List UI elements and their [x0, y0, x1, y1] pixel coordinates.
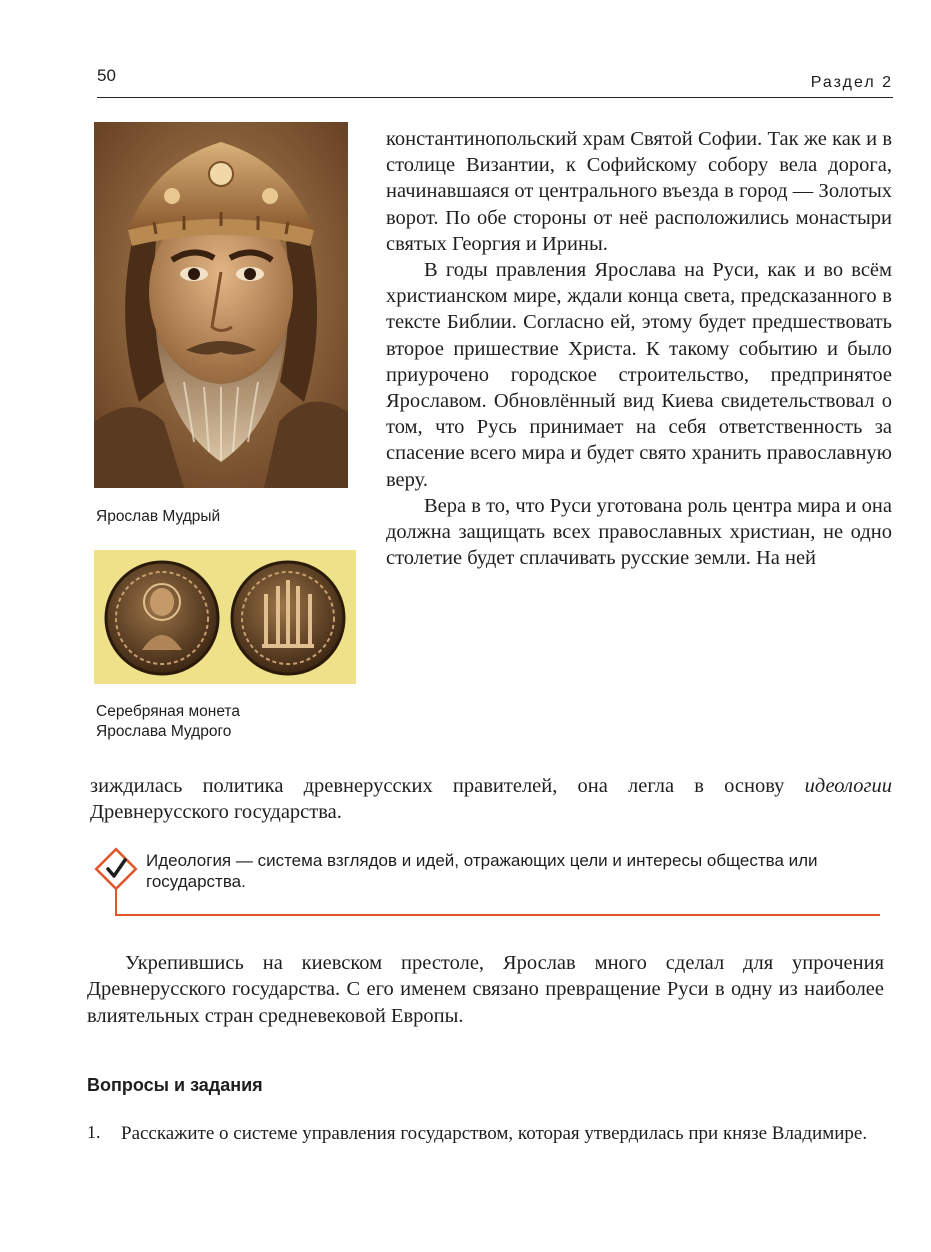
- header-rule: [97, 97, 893, 98]
- coins-image: [94, 550, 356, 684]
- section-label: Раздел 2: [810, 74, 893, 91]
- portrait-image: [94, 122, 348, 488]
- question-text: Расскажите о системе управления государством, которая утвердилась при князе Владимире.: [121, 1123, 868, 1144]
- ideology-text-before: зиждилась политика древнерусских правителей, она легла в основу: [90, 775, 785, 797]
- coins-caption-line2: Ярослава Мудрого: [96, 723, 232, 740]
- definition-rule-horizontal: [115, 914, 880, 916]
- coins-caption: [96, 702, 240, 742]
- ideology-term: идеологии: [804, 775, 892, 797]
- closing-text: [87, 950, 884, 1029]
- definition-rule-vertical: [115, 888, 117, 916]
- paragraph-faith: Вера в то, что Руси уготована роль центра мира и она должна защищать всех православных христиан, не одно столетие будет сплачивать русские земли. На ней: [386, 494, 892, 570]
- paragraph-ideology: [90, 773, 892, 825]
- checkmark-diamond-icon: [94, 847, 138, 891]
- main-text-continuation: [90, 773, 892, 825]
- definition-text: Идеология — система взглядов и идей, отражающих цели и интересы общества или государства.: [146, 851, 818, 891]
- page-number: 50: [97, 66, 116, 85]
- question-number: 1.: [87, 1122, 101, 1142]
- coins-caption-line1: Серебряная монета: [96, 703, 240, 720]
- paragraph-sophia: константинопольский храм Святой Софии. Так же как и в столице Византии, к Софийскому собору вела дорога, начинавшаяся от центрального въезда в город — Золотых ворот. По обе стороны от неё расположились монастыри святых Георгия и Ирины.: [386, 128, 892, 255]
- paragraph-closing: Укрепившись на киевском престоле, Ярослав много сделал для упрочения Древнерусского государства. С его именем связано превращение Руси в одну из наиболее влиятельных стран средневековой Европы.: [87, 952, 884, 1027]
- main-text-column: [386, 126, 892, 571]
- questions-heading: Вопросы и задания: [87, 1075, 263, 1095]
- ideology-text-after: Древнерусского государства.: [90, 801, 342, 824]
- portrait-caption: Ярослав Мудрый: [96, 508, 221, 525]
- paragraph-end-of-world: В годы правления Ярослава на Руси, как и во всём христианском мире, ждали конца света, предсказанного в тексте Библии. Согласно ей, этому будет предшествовать второе пришествие Христа. К такому событию и было приурочено городское строительство, предпринятое Ярославом. Обновлённый вид Киева свидетельствовал о том, что Русь принимает на себя ответственность за спасение всего мира и будет свято хранить православную веру.: [386, 259, 892, 491]
